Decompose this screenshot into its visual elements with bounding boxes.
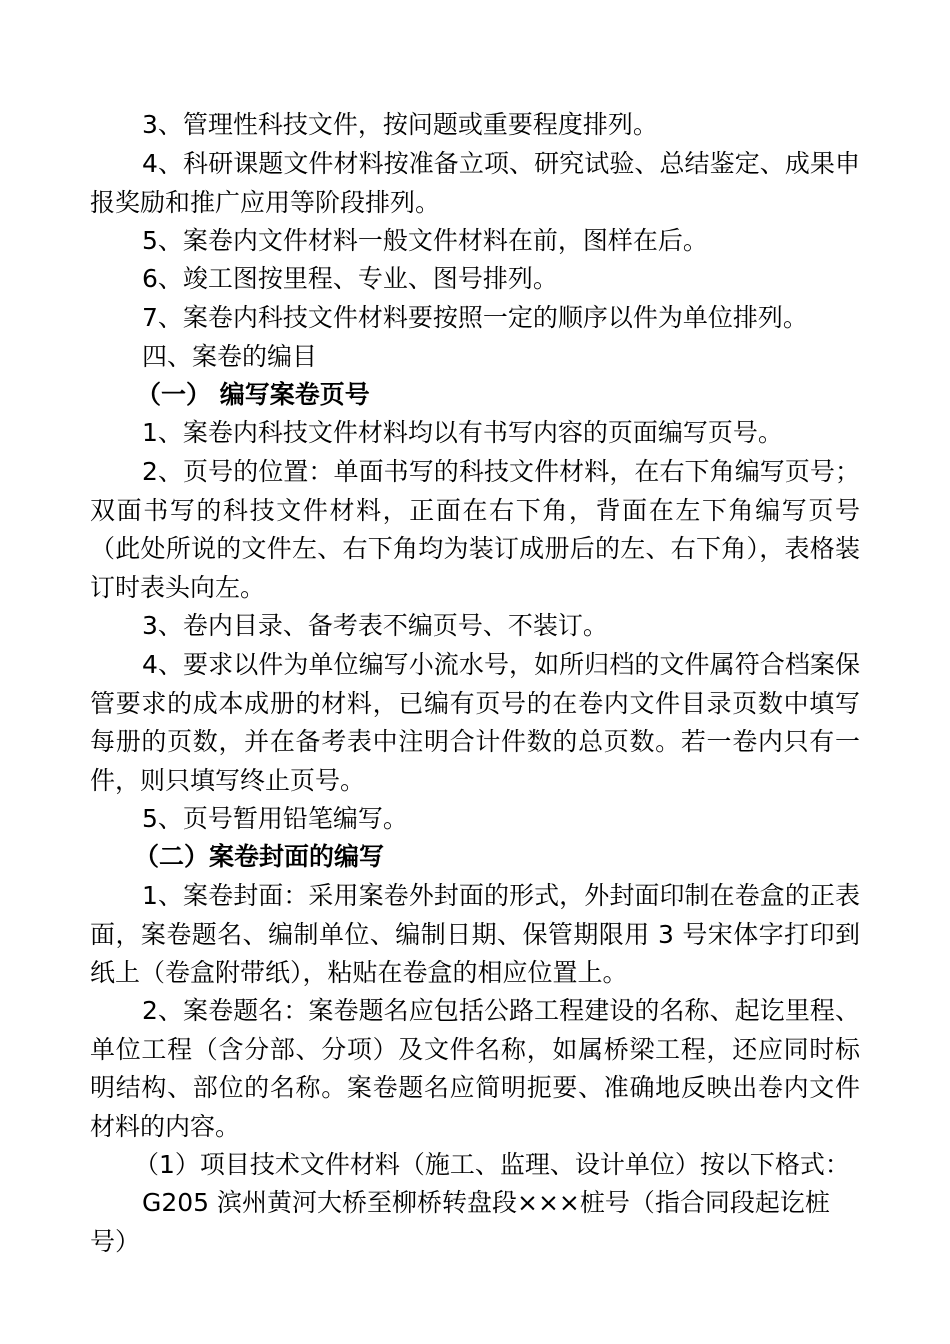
- paragraph-11: 1、案卷封面：采用案卷外封面的形式，外封面印制在卷盒的正表面，案卷题名、编制单位、编制日期、保管期限用 3 号宋体字打印到纸上（卷盒附带纸），粘贴在卷盒的相应位置上。: [90, 881, 860, 988]
- subsection-heading-2: （二）案卷封面的编写: [134, 842, 385, 871]
- paragraph-14: G205 滨州黄河大桥至柳桥转盘段×××桩号（指合同段起讫桩号）: [90, 1188, 830, 1256]
- paragraph-10: 5、页号暂用铅笔编写。: [142, 804, 408, 833]
- paragraph-3: 5、案卷内文件材料一般文件材料在前，图样在后。: [142, 226, 708, 255]
- paragraph-9: 4、要求以件为单位编写小流水号，如所归档的文件属符合档案保管要求的成本成册的材料，已编有页号的在卷内文件目录页数中填写每册的页数，并在备考表中注明合计件数的总页数。若一卷内只有一件，则只填写终止页号。: [90, 650, 860, 796]
- paragraph-7: 2、页号的位置：单面书写的科技文件材料，在右下角编写页号；双面书写的科技文件材料，正面在右下角，背面在左下角编写页号（此处所说的文件左、右下角均为装订成册后的左、右下角），表格装订时表头向左。: [90, 457, 860, 603]
- paragraph-5: 7、案卷内科技文件材料要按照一定的顺序以件为单位排列。: [142, 303, 808, 332]
- paragraph-1: 3、管理性科技文件，按问题或重要程度排列。: [142, 110, 658, 139]
- paragraph-2: 4、科研课题文件材料按准备立项、研究试验、总结鉴定、成果申报奖励和推广应用等阶段排列。: [90, 149, 860, 217]
- section-heading: 四、案卷的编目: [142, 342, 318, 371]
- paragraph-4: 6、竣工图按里程、专业、图号排列。: [142, 264, 558, 293]
- paragraph-8: 3、卷内目录、备考表不编页号、不装订。: [142, 611, 608, 640]
- paragraph-12: 2、案卷题名：案卷题名应包括公路工程建设的名称、起讫里程、单位工程（含分部、分项）及文件名称，如属桥梁工程，还应同时标明结构、部位的名称。案卷题名应简明扼要、准确地反映出卷内文件材料的内容。: [90, 996, 860, 1142]
- paragraph-6: 1、案卷内科技文件材料均以有书写内容的页面编写页号。: [142, 418, 783, 447]
- subsection-heading-1: （一） 编写案卷页号: [136, 380, 370, 409]
- paragraph-13: （1）项目技术文件材料（施工、监理、设计单位）按以下格式：: [134, 1150, 850, 1179]
